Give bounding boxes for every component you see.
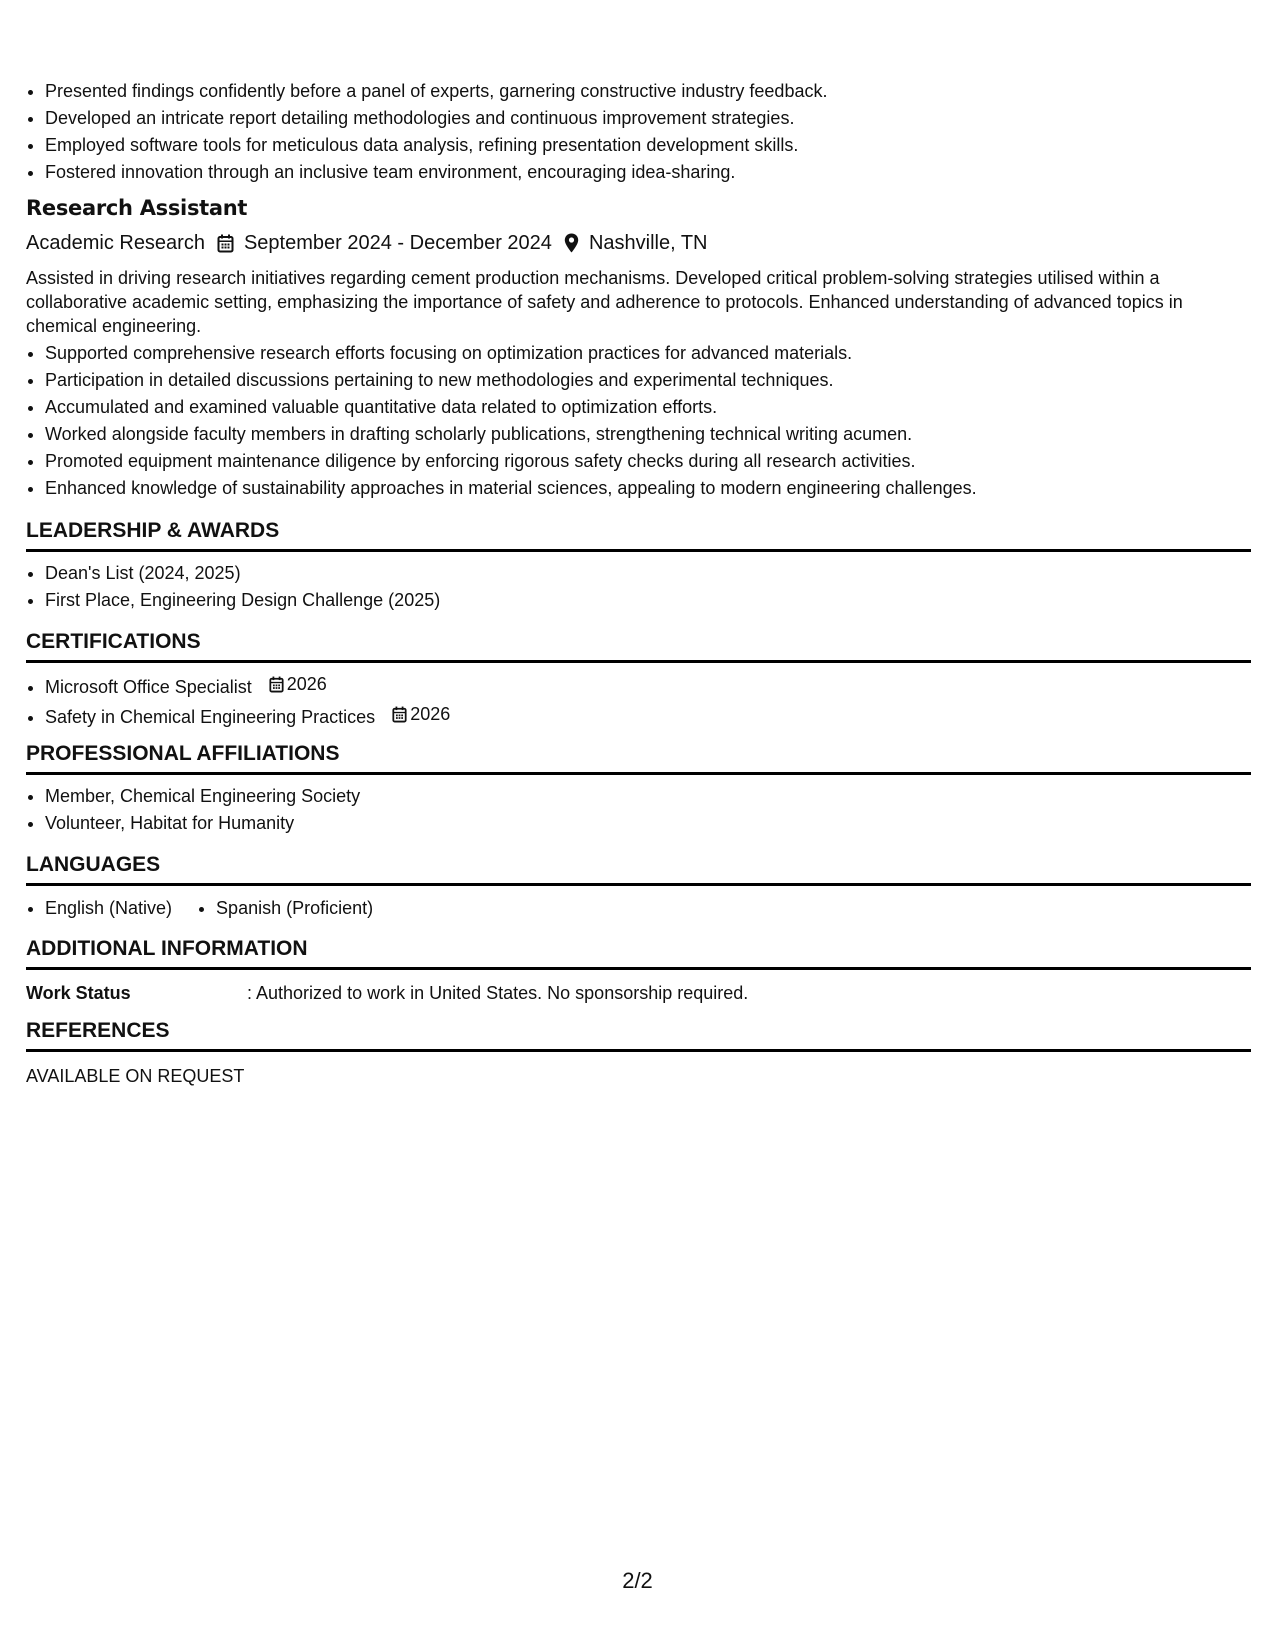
list-item: • Enhanced knowledge of sustainability approaches in material sciences, appealing to modern engineering challenges. — [45, 475, 1270, 502]
references-text: AVAILABLE ON REQUEST — [26, 1066, 245, 1086]
list-item: • Fostered innovation through an inclusive team environment, encouraging idea-sharing. — [45, 159, 1270, 186]
job-title: Research Assistant — [26, 196, 248, 220]
languages-heading: LANGUAGES — [26, 851, 1251, 886]
list-item: • Presented findings confidently before a panel of experts, garnering constructive industry feedback. — [45, 78, 1270, 105]
cert-year: 2026 — [410, 704, 451, 724]
cert-year: 2026 — [286, 674, 327, 694]
leadership-list — [26, 560, 1270, 614]
list-item: • Employed software tools for meticulous data analysis, refining presentation development skills. — [45, 132, 1270, 159]
references-heading: REFERENCES — [26, 1017, 1251, 1052]
list-item: • First Place, Engineering Design Challenge (2025) — [45, 587, 1270, 614]
work-status-row — [26, 981, 748, 1005]
job-description: Assisted in driving research initiatives regarding cement production mechanisms. Developed critical problem-solving strategies utilised within a collaborative academic setting, emphasizing the importance of safety and adherence to protocols. Enhanced understanding of advanced topics in chemical engineering. — [26, 268, 1183, 336]
certifications-heading: CERTIFICATIONS — [26, 628, 1251, 663]
affiliations-list — [26, 783, 1270, 837]
page-number: 2/2 — [622, 1568, 653, 1593]
list-item: • Promoted equipment maintenance diligence by enforcing rigorous safety checks during all research activities. — [45, 448, 1270, 475]
list-item: • Worked alongside faculty members in drafting scholarly publications, strengthening technical writing acumen. — [45, 421, 1270, 448]
location-pin-icon — [564, 233, 579, 253]
list-item: • Member, Chemical Engineering Society — [45, 783, 1270, 810]
cert-name: Microsoft Office Specialist — [45, 677, 252, 697]
work-status-value: : Authorized to work in United States. No sponsorship required. — [247, 983, 749, 1003]
list-item: • Accumulated and examined valuable quantitative data related to optimization efforts. — [45, 394, 1270, 421]
additional-info-heading: ADDITIONAL INFORMATION — [26, 935, 1251, 970]
job-location: Nashville, TN — [588, 232, 708, 254]
languages-row — [26, 895, 417, 922]
job-bullets — [26, 340, 1270, 502]
list-item: • Volunteer, Habitat for Humanity — [45, 810, 1270, 837]
job-dates: September 2024 - December 2024 — [243, 232, 552, 254]
list-item: • Participation in detailed discussions pertaining to new methodologies and experimental techniques. — [45, 367, 1270, 394]
calendar-icon — [269, 676, 284, 693]
affiliations-heading: PROFESSIONAL AFFILIATIONS — [26, 740, 1251, 775]
list-item: • English (Native) — [45, 895, 172, 922]
previous-job-bullets — [26, 78, 1270, 186]
job-organization: Academic Research — [26, 232, 205, 254]
list-item — [45, 701, 1270, 731]
leadership-heading: LEADERSHIP & AWARDS — [26, 517, 1251, 552]
list-item: • Supported comprehensive research efforts focusing on optimization practices for advanced materials. — [45, 340, 1270, 367]
job-meta — [26, 230, 708, 256]
work-status-label: Work Status — [26, 983, 131, 1003]
calendar-icon — [392, 706, 407, 723]
certifications-list — [26, 671, 1270, 731]
list-item: • Developed an intricate report detailing methodologies and continuous improvement strategies. — [45, 105, 1270, 132]
languages-list — [26, 895, 417, 922]
cert-name: Safety in Chemical Engineering Practices — [45, 707, 376, 727]
list-item — [45, 671, 1270, 701]
calendar-icon — [217, 234, 234, 253]
list-item: • Dean's List (2024, 2025) — [45, 560, 1270, 587]
list-item: • Spanish (Proficient) — [216, 895, 373, 922]
